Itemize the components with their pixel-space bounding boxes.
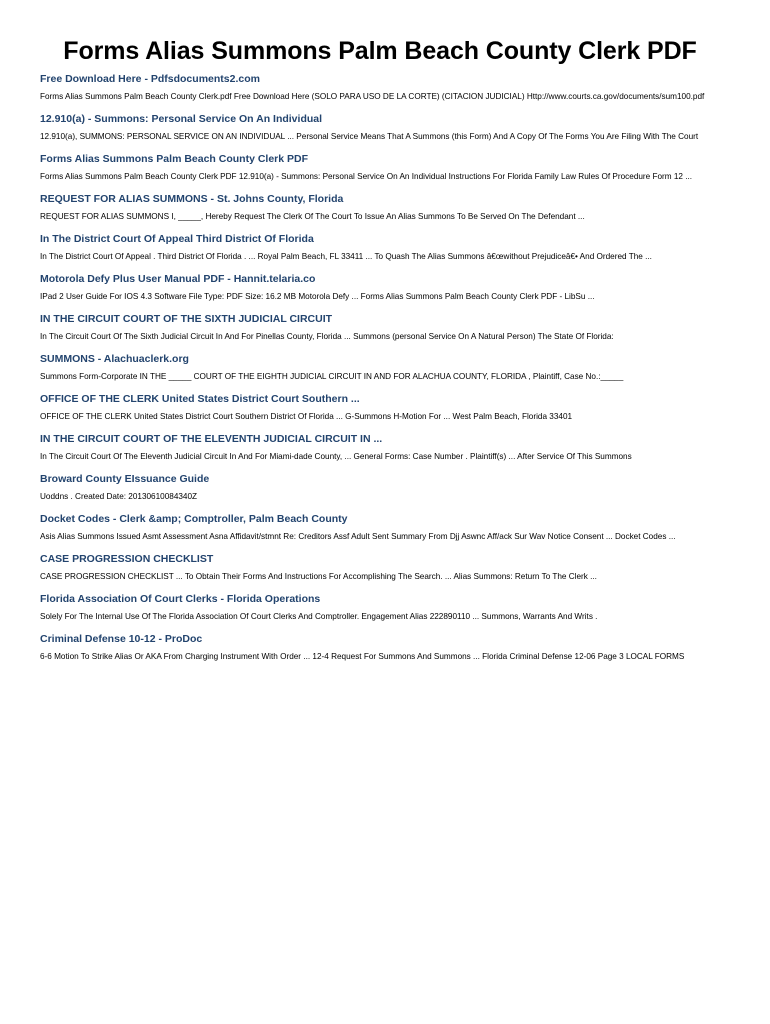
result-link-15[interactable]: Criminal Defense 10-12 - ProDoc bbox=[40, 633, 203, 645]
result-link-9[interactable]: OFFICE OF THE CLERK United States District Court Southern ... bbox=[40, 393, 360, 405]
result-entry-14 bbox=[40, 593, 720, 622]
result-entry-4 bbox=[40, 193, 720, 222]
result-link-8[interactable]: SUMMONS - Alachuaclerk.org bbox=[40, 353, 189, 365]
result-description-10: In The Circuit Court Of The Eleventh Judicial Circuit In And For Miami-dade County, ... General Forms: Case Number . Plaintiff(s) ... After Service Of This Summons bbox=[40, 452, 632, 461]
result-link-14[interactable]: Florida Association Of Court Clerks - Florida Operations bbox=[40, 593, 321, 605]
result-entry-6 bbox=[40, 273, 720, 302]
result-description-14: Solely For The Internal Use Of The Florida Association Of Court Clerks And Comptroller. Engagement Alias 222890110 ... Summons, Warrants And Writs . bbox=[40, 612, 598, 621]
result-entry-13 bbox=[40, 553, 720, 582]
result-description-7: In The Circuit Court Of The Sixth Judicial Circuit In And For Pinellas County, Florida ... Summons (personal Service On A Natural Person) The State Of Florida: bbox=[40, 332, 614, 341]
result-link-7[interactable]: IN THE CIRCUIT COURT OF THE SIXTH JUDICIAL CIRCUIT bbox=[40, 313, 333, 325]
document-page bbox=[40, 36, 720, 673]
result-entry-9 bbox=[40, 393, 720, 422]
result-description-1: Forms Alias Summons Palm Beach County Clerk.pdf Free Download Here (SOLO PARA USO DE LA CORTE) (CITACION JUDICIAL) Http://www.courts.ca.gov/documents/sum100.pdf bbox=[40, 92, 705, 101]
result-description-12: Asis Alias Summons Issued Asmt Assessment Asna Affidavit/stmnt Re: Creditors Assf Adult Sent Summary From Djj Aswnc Aff/ack Sur Wav Notice Consent ... Docket Codes ... bbox=[40, 532, 676, 541]
result-link-2[interactable]: 12.910(a) - Summons: Personal Service On An Individual bbox=[40, 113, 323, 125]
result-entry-10 bbox=[40, 433, 720, 462]
result-entry-5 bbox=[40, 233, 720, 262]
result-entry-15 bbox=[40, 633, 720, 662]
result-description-3: Forms Alias Summons Palm Beach County Clerk PDF 12.910(a) - Summons: Personal Service On An Individual Instructions For Florida Family Law Rules Of Procedure Form 12 ... bbox=[40, 172, 693, 181]
result-description-11: Uoddns . Created Date: 20130610084340Z bbox=[40, 492, 198, 501]
result-link-11[interactable]: Broward County EIssuance Guide bbox=[40, 473, 210, 485]
result-entry-2 bbox=[40, 113, 720, 142]
result-link-6[interactable]: Motorola Defy Plus User Manual PDF - Hannit.telaria.co bbox=[40, 273, 316, 285]
result-entry-7 bbox=[40, 313, 720, 342]
result-link-1[interactable]: Free Download Here - Pdfsdocuments2.com bbox=[40, 73, 260, 85]
result-entry-11 bbox=[40, 473, 720, 502]
result-description-4: REQUEST FOR ALIAS SUMMONS I, _____, Hereby Request The Clerk Of The Court To Issue An Alias Summons To Be Served On The Defendant ... bbox=[40, 212, 585, 221]
result-entry-1 bbox=[40, 73, 720, 102]
result-link-5[interactable]: In The District Court Of Appeal Third District Of Florida bbox=[40, 233, 314, 245]
result-description-8: Summons Form-Corporate IN THE _____ COURT OF THE EIGHTH JUDICIAL CIRCUIT IN AND FOR ALACHUA COUNTY, FLORIDA , Plaintiff, Case No.:_____ bbox=[40, 372, 624, 381]
result-link-13[interactable]: CASE PROGRESSION CHECKLIST bbox=[40, 553, 214, 565]
result-link-4[interactable]: REQUEST FOR ALIAS SUMMONS - St. Johns County, Florida bbox=[40, 193, 344, 205]
result-link-10[interactable]: IN THE CIRCUIT COURT OF THE ELEVENTH JUDICIAL CIRCUIT IN ... bbox=[40, 433, 383, 445]
result-link-12[interactable]: Docket Codes - Clerk &amp; Comptroller, Palm Beach County bbox=[40, 513, 348, 525]
result-entry-8 bbox=[40, 353, 720, 382]
result-description-6: IPad 2 User Guide For IOS 4.3 Software File Type: PDF Size: 16.2 MB Motorola Defy ... Forms Alias Summons Palm Beach County Clerk PDF - LibSu ... bbox=[40, 292, 595, 301]
result-entry-3 bbox=[40, 153, 720, 182]
result-description-2: 12.910(a), SUMMONS: PERSONAL SERVICE ON AN INDIVIDUAL ... Personal Service Means That A Summons (this Form) And A Copy Of The Forms You Are Filing With The Court bbox=[40, 132, 699, 141]
result-link-3[interactable]: Forms Alias Summons Palm Beach County Clerk PDF bbox=[40, 153, 309, 165]
page-title: Forms Alias Summons Palm Beach County Clerk PDF bbox=[63, 37, 697, 65]
result-description-15: 6-6 Motion To Strike Alias Or AKA From Charging Instrument With Order ... 12-4 Request For Summons And Summons ... Florida Criminal Defense 12-06 Page 3 LOCAL FORMS bbox=[40, 652, 685, 661]
result-entry-12 bbox=[40, 513, 720, 542]
result-description-9: OFFICE OF THE CLERK United States District Court Southern District Of Florida ... G-Summons H-Motion For ... West Palm Beach, Florida 33401 bbox=[40, 412, 573, 421]
result-description-13: CASE PROGRESSION CHECKLIST ... To Obtain Their Forms And Instructions For Accomplishing The Search. ... Alias Summons: Return To The Clerk ... bbox=[40, 572, 597, 581]
result-description-5: In The District Court Of Appeal . Third District Of Florida . ... Royal Palm Beach, FL 33411 ... To Quash The Alias Summons â€œwithout Prejudiceâ€• And Ordered The ... bbox=[40, 252, 652, 261]
